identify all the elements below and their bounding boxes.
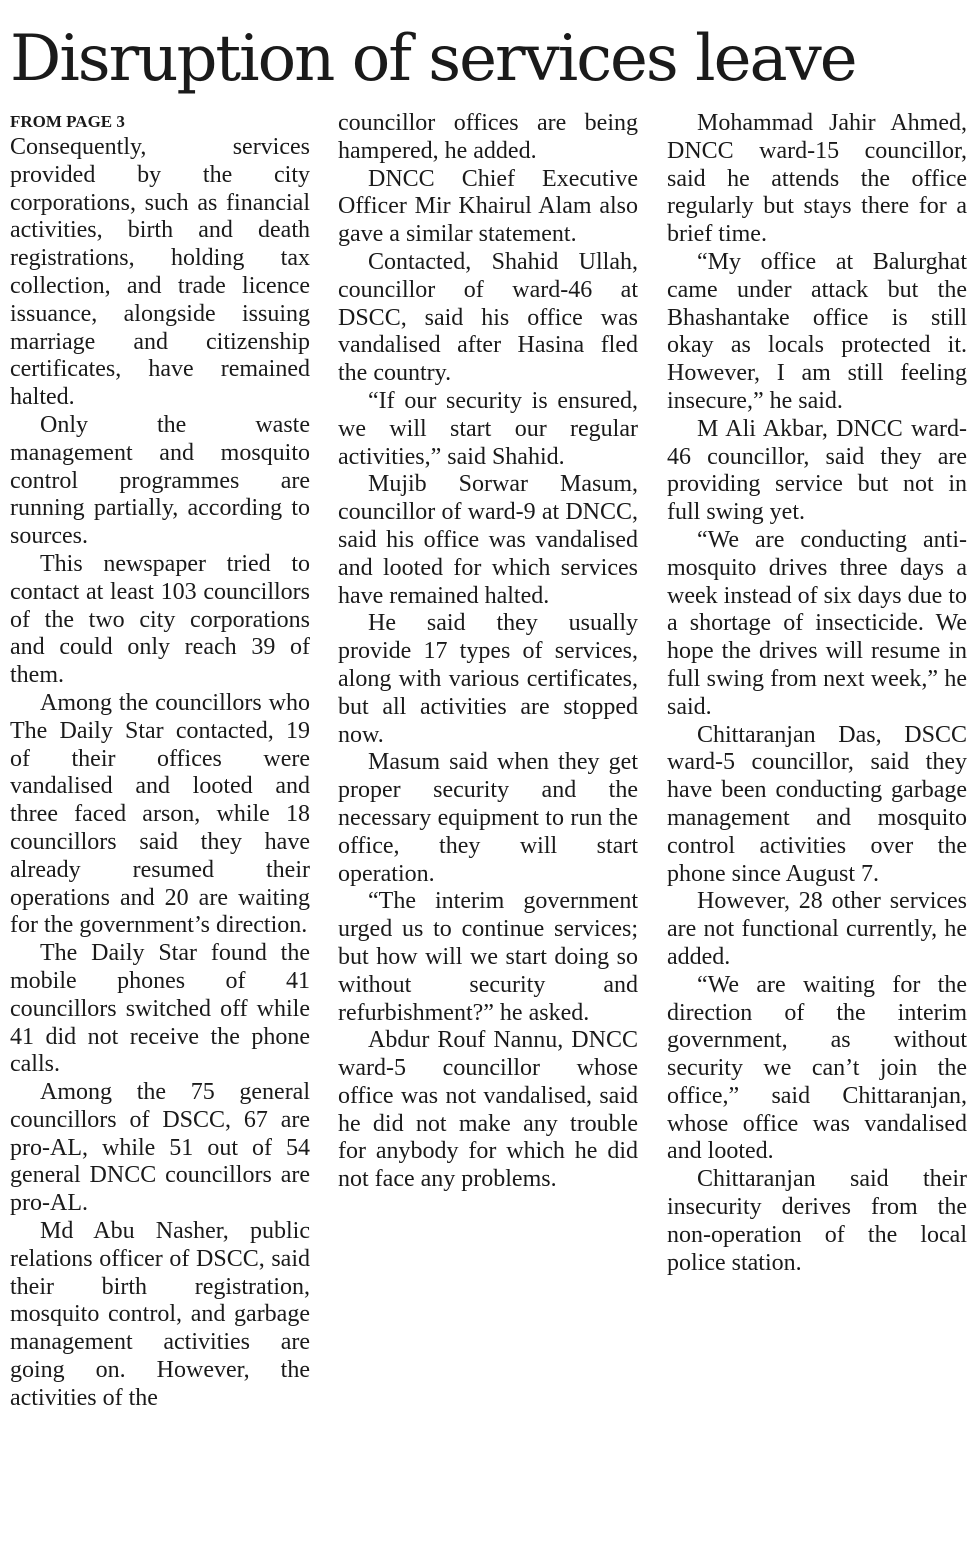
paragraph: Contacted, Shahid Ullah, councillor of ward-46 at DSCC, said his office was vandalised after Hasina fled the country. bbox=[338, 248, 638, 387]
paragraph: Md Abu Nasher, public relations officer of DSCC, said their birth registration, mosquito control, and garbage management activities are going on. However, the activities of the bbox=[10, 1218, 310, 1411]
paragraph: However, 28 other services are not functional currently, he added. bbox=[667, 888, 967, 970]
paragraph: M Ali Akbar, DNCC ward-46 councillor, said they are providing service but not in full swing yet. bbox=[667, 415, 967, 526]
paragraph: DNCC Chief Executive Officer Mir Khairul Alam also gave a similar statement. bbox=[338, 165, 638, 248]
kicker: FROM PAGE 3 bbox=[10, 112, 125, 131]
article-column-1 bbox=[10, 110, 310, 1413]
article-column-3 bbox=[667, 110, 967, 1277]
paragraph: Chittaranjan said their insecurity derives from the non-operation of the local police station. bbox=[667, 1166, 967, 1276]
paragraph: Mujib Sorwar Masum, councillor of ward-9 at DNCC, said his office was vandalised and looted for which services have remained halted. bbox=[338, 471, 638, 609]
paragraph: He said they usually provide 17 types of services, along with various certificates, but all activities are stopped now. bbox=[338, 610, 638, 748]
paragraph: “My office at Balurghat came under attack but the Bhashantake office is still okay as locals protected it. However, I am still feeling insecure,” he said. bbox=[667, 248, 967, 414]
paragraph: Mohammad Jahir Ahmed, DNCC ward-15 councillor, said he attends the office regularly but stays there for a brief time. bbox=[667, 110, 967, 248]
paragraph: The Daily Star found the mobile phones of 41 councillors switched off while 41 did not receive the phone calls. bbox=[10, 940, 310, 1078]
paragraph: “We are waiting for the direction of the interim government, as without security we can’t join the office,” said Chittaranjan, whose office was vandalised and looted. bbox=[667, 971, 967, 1165]
paragraph: Chittaranjan Das, DSCC ward-5 councillor, said they have been conducting garbage management and mosquito control activities over the phone since August 7. bbox=[667, 721, 967, 887]
paragraph: Masum said when they get proper security and the necessary equipment to run the office, they will start operation. bbox=[338, 749, 638, 887]
paragraph: “If our security is ensured, we will start our regular activities,” said Shahid. bbox=[338, 387, 638, 470]
paragraph: Abdur Rouf Nannu, DNCC ward-5 councillor whose office was not vandalised, said he did not make any trouble for anybody for which he did not face any problems. bbox=[338, 1027, 638, 1193]
paragraph: Among the councillors who The Daily Star contacted, 19 of their offices were vandalised and looted and three faced arson, while 18 councillors said they have already resumed their operations and 20 are waiting for the government’s direction. bbox=[10, 689, 310, 939]
paragraph: councillor offices are being hampered, he added. bbox=[338, 110, 638, 164]
article-column-2 bbox=[338, 110, 638, 1194]
paragraph: “We are conducting anti-mosquito drives three days a week instead of six days due to a shortage of insecticide. We hope the drives will resume in full swing from next week,” he said. bbox=[667, 526, 967, 720]
paragraph: Consequently, services provided by the city corporations, such as financial activities, birth and death registrations, holding tax collection, and trade licence issuance, alongside issuing marriage and citizenship certificates, have remained halted. bbox=[10, 134, 310, 411]
paragraph: Among the 75 general councillors of DSCC, 67 are pro-AL, while 51 out of 54 general DNCC councillors are pro-AL. bbox=[10, 1079, 310, 1217]
paragraph: This newspaper tried to contact at least 103 councillors of the two city corporations and could only reach 39 of them. bbox=[10, 550, 310, 689]
headline: Disruption of services leave bbox=[10, 22, 856, 96]
paragraph: Only the waste management and mosquito control programmes are running partially, according to sources. bbox=[10, 411, 310, 550]
paragraph: “The interim government urged us to continue services; but how will we start doing so without security and refurbishment?” he asked. bbox=[338, 888, 638, 1026]
